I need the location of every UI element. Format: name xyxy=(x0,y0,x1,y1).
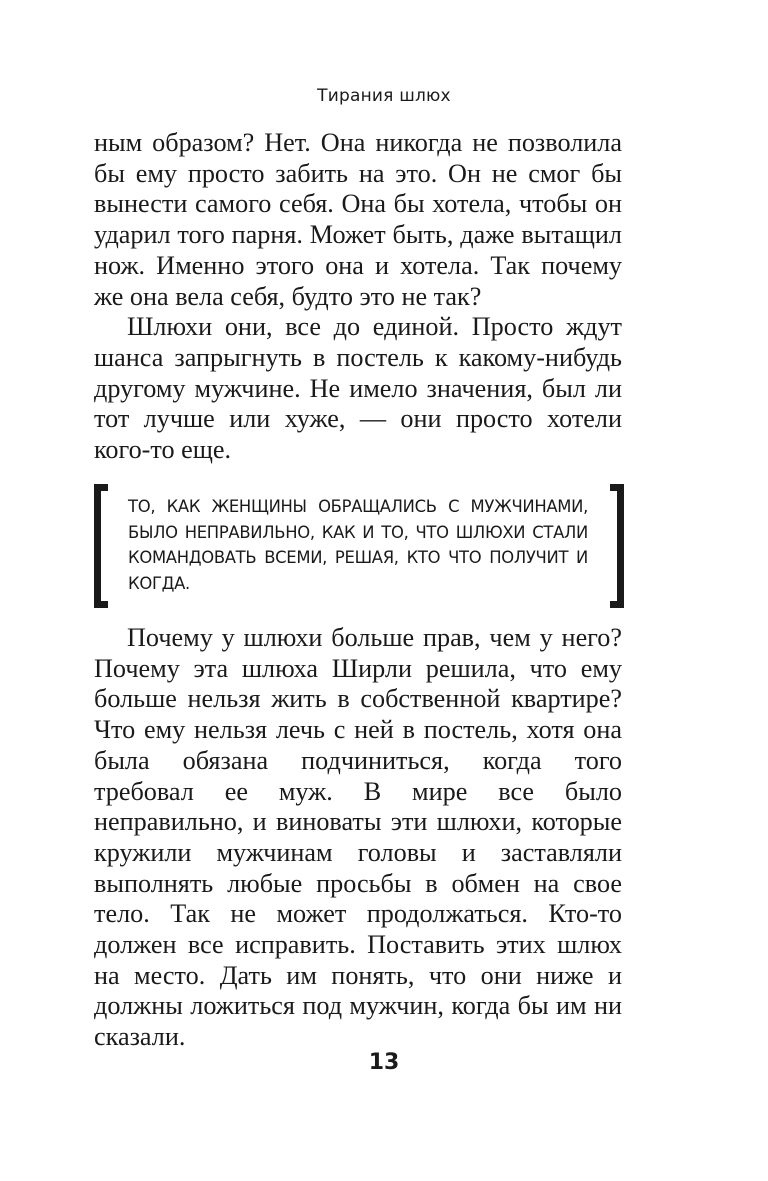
pull-quote-text: ТО, КАК ЖЕНЩИНЫ ОБРАЩАЛИСЬ С МУЖЧИНАМИ, БЫЛО НЕПРАВИЛЬНО, КАК И ТО, ЧТО ШЛЮХИ СТАЛИ КОМАНДОВАТЬ ВСЕМИ, РЕШАЯ, КТО ЧТО ПОЛУЧИТ И КОГДА. xyxy=(128,497,588,593)
body-text-bottom xyxy=(94,623,622,1053)
left-bracket-icon xyxy=(94,484,108,608)
right-bracket-icon xyxy=(610,484,624,608)
pull-quote xyxy=(94,484,624,608)
running-head: Тирания шлюх xyxy=(317,86,451,106)
paragraph: Почему у шлюхи больше прав, чем у него? Почему эта шлюха Ширли решила, что ему больше нельзя жить в собственной квартире? Что ему нельзя лечь с ней в постель, хотя она была обязана подчиниться, когда того требовал ее муж. В мире все было неправильно, и виноваты эти шлюхи, которые кружили мужчинам головы и заставляли выполнять любые просьбы в обмен на свое тело. Так не может продолжаться. Кто-то должен все исправить. Поставить этих шлюх на место. Дать им понять, что они ниже и должны ложиться под мужчин, когда бы им ни сказали. xyxy=(94,623,622,1052)
paragraph: Шлюхи они, все до единой. Просто ждут шанса запрыгнуть в постель к какому-нибудь другому мужчине. Не имело значения, был ли тот лучше или хуже, — они просто хотели кого-то еще. xyxy=(94,312,622,465)
paragraph: ным образом? Нет. Она никогда не позволила бы ему просто забить на это. Он не смог бы вынести самого себя. Она бы хотела, чтобы он ударил того парня. Может быть, даже вытащил нож. Именно этого она и хотела. Так почему же она вела себя, будто это не так? xyxy=(94,128,622,311)
page-number: 13 xyxy=(368,1050,400,1075)
body-text-top xyxy=(94,128,622,466)
